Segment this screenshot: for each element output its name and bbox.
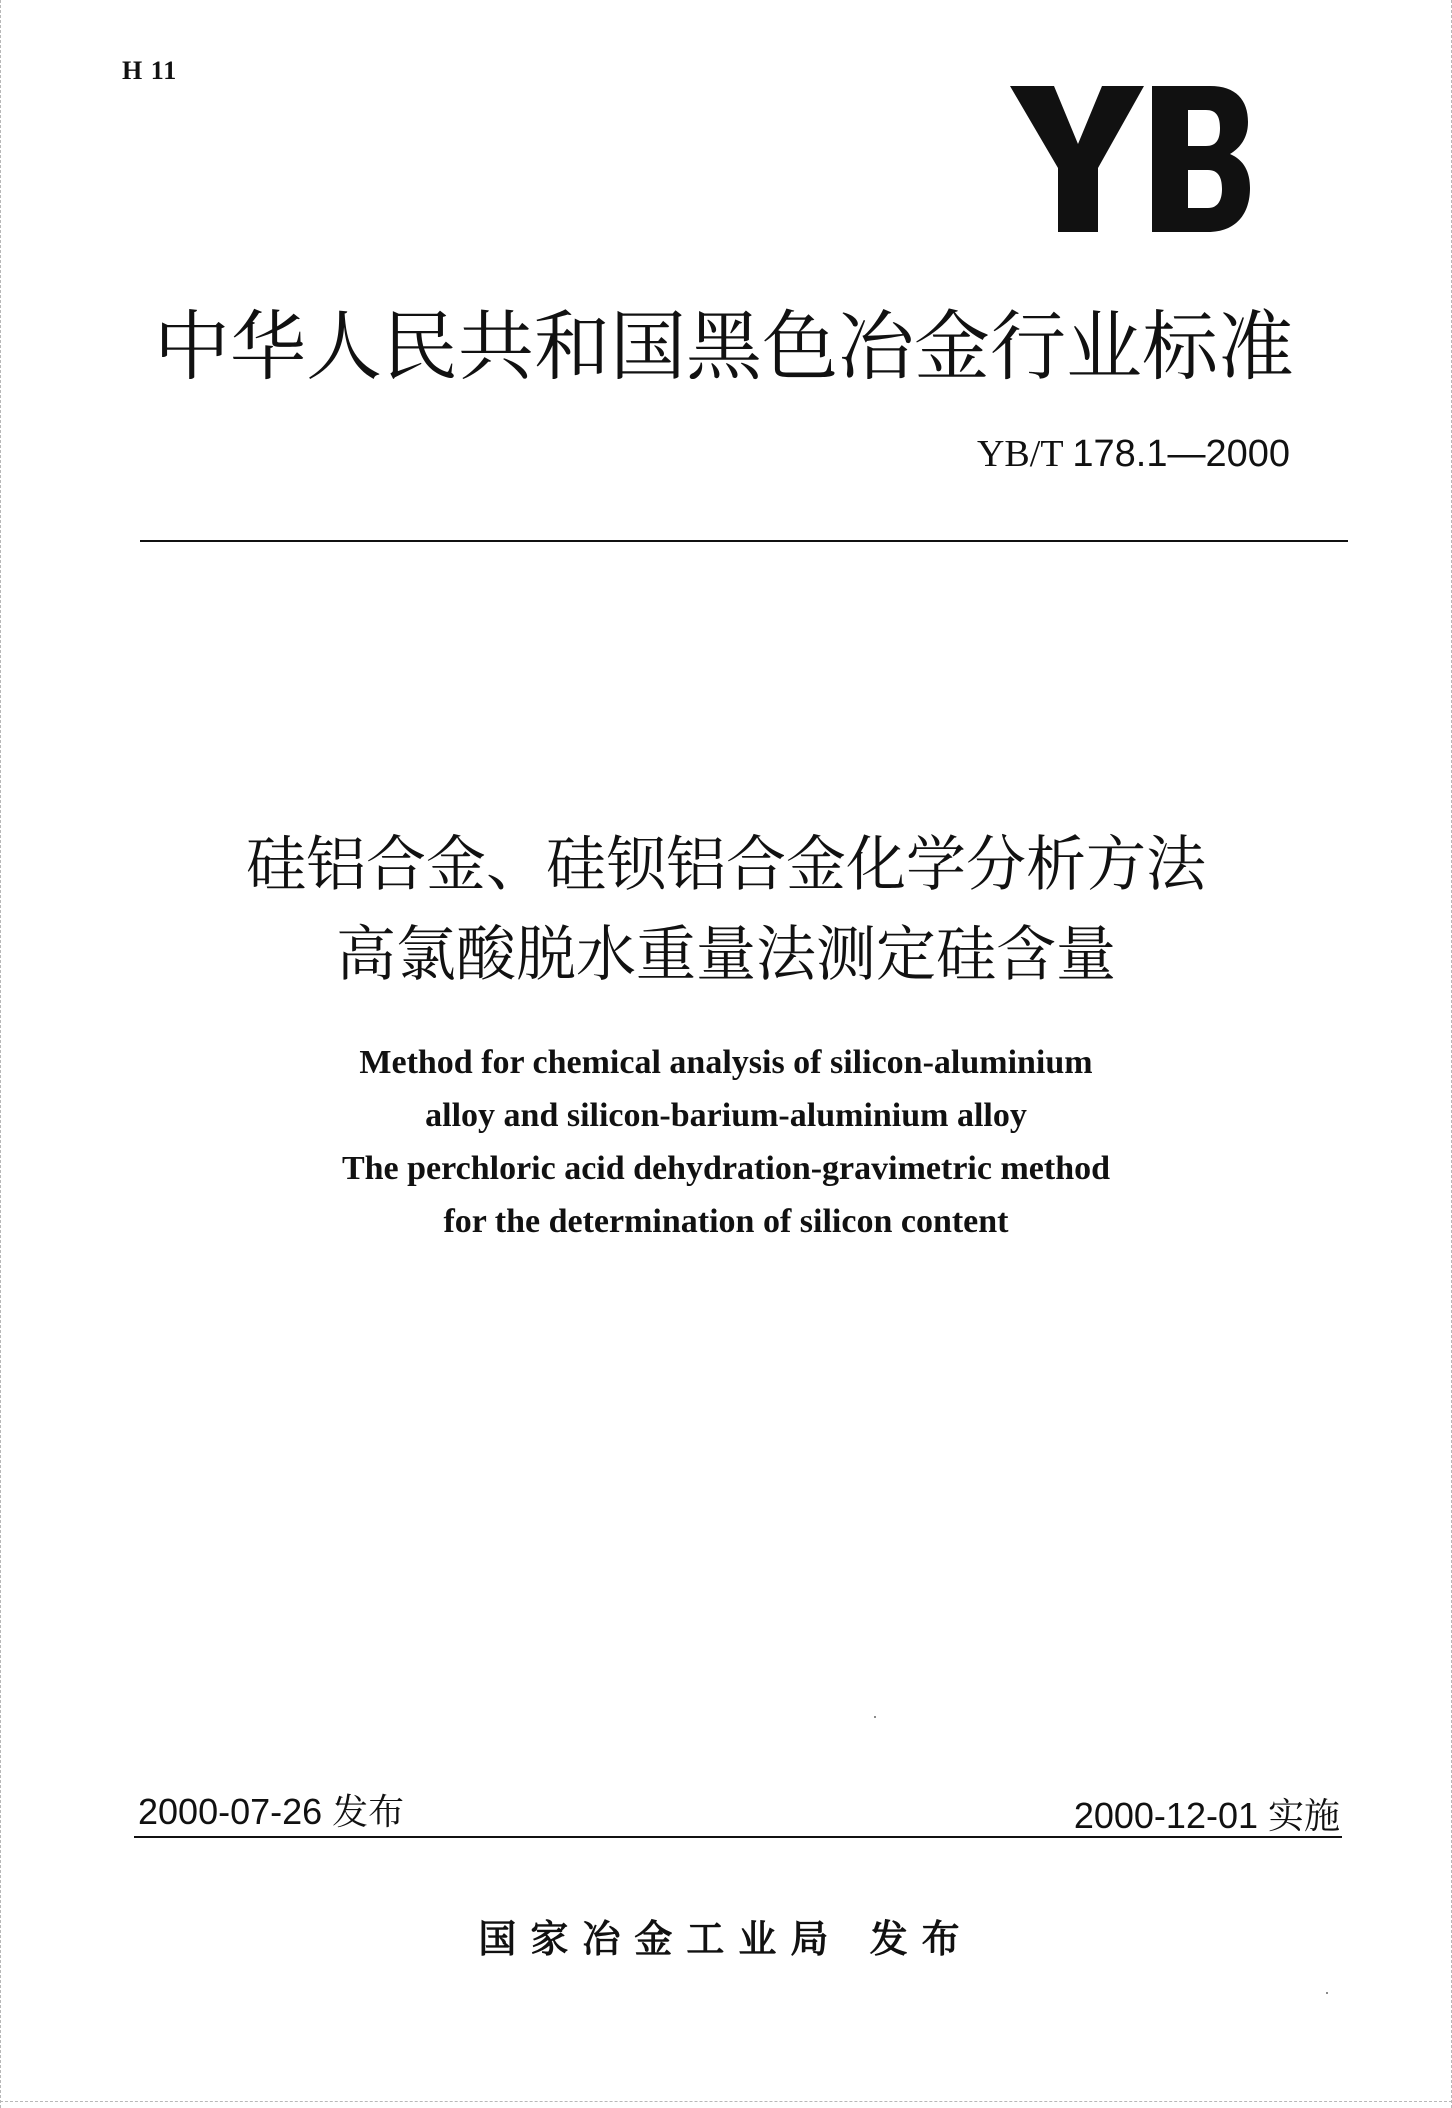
publisher: 国家冶金工业局 发布	[478, 1917, 974, 1961]
classification-code: H 11	[122, 56, 178, 85]
title-english-line-3: The perchloric acid dehydration-gravimetric method	[341, 1150, 1111, 1187]
logo-letter-b	[1152, 86, 1250, 232]
issue-date: 2000-07-26 发布	[138, 1791, 405, 1832]
scan-edge-bottom	[0, 2101, 1452, 2102]
title-chinese-line-2: 高氯酸脱水重量法测定硅含量	[336, 920, 1116, 990]
title-chinese	[0, 820, 1452, 1000]
scan-speck	[1326, 1992, 1328, 1994]
title-english	[0, 1036, 1452, 1248]
agency-title: 中华人民共和国黑色冶金行业标准	[154, 302, 1294, 391]
standard-number-value: 178.1—2000	[1072, 433, 1290, 475]
title-chinese-line-1: 硅铝合金、硅钡铝合金化学分析方法	[246, 830, 1206, 900]
footer-divider	[134, 1836, 1342, 1838]
title-english-line-2: alloy and silicon-barium-aluminium alloy	[425, 1097, 1027, 1134]
header-divider	[140, 540, 1348, 542]
scan-speck	[874, 1716, 876, 1718]
standard-number	[977, 432, 1290, 476]
title-english-line-1: Method for chemical analysis of silicon-aluminium	[359, 1044, 1093, 1081]
effective-date: 2000-12-01 实施	[1073, 1795, 1340, 1836]
yb-logo	[1010, 86, 1250, 232]
title-english-line-4: for the determination of silicon content	[443, 1203, 1009, 1240]
logo-letter-y	[1010, 86, 1144, 232]
standard-number-prefix: YB/T	[976, 433, 1063, 475]
